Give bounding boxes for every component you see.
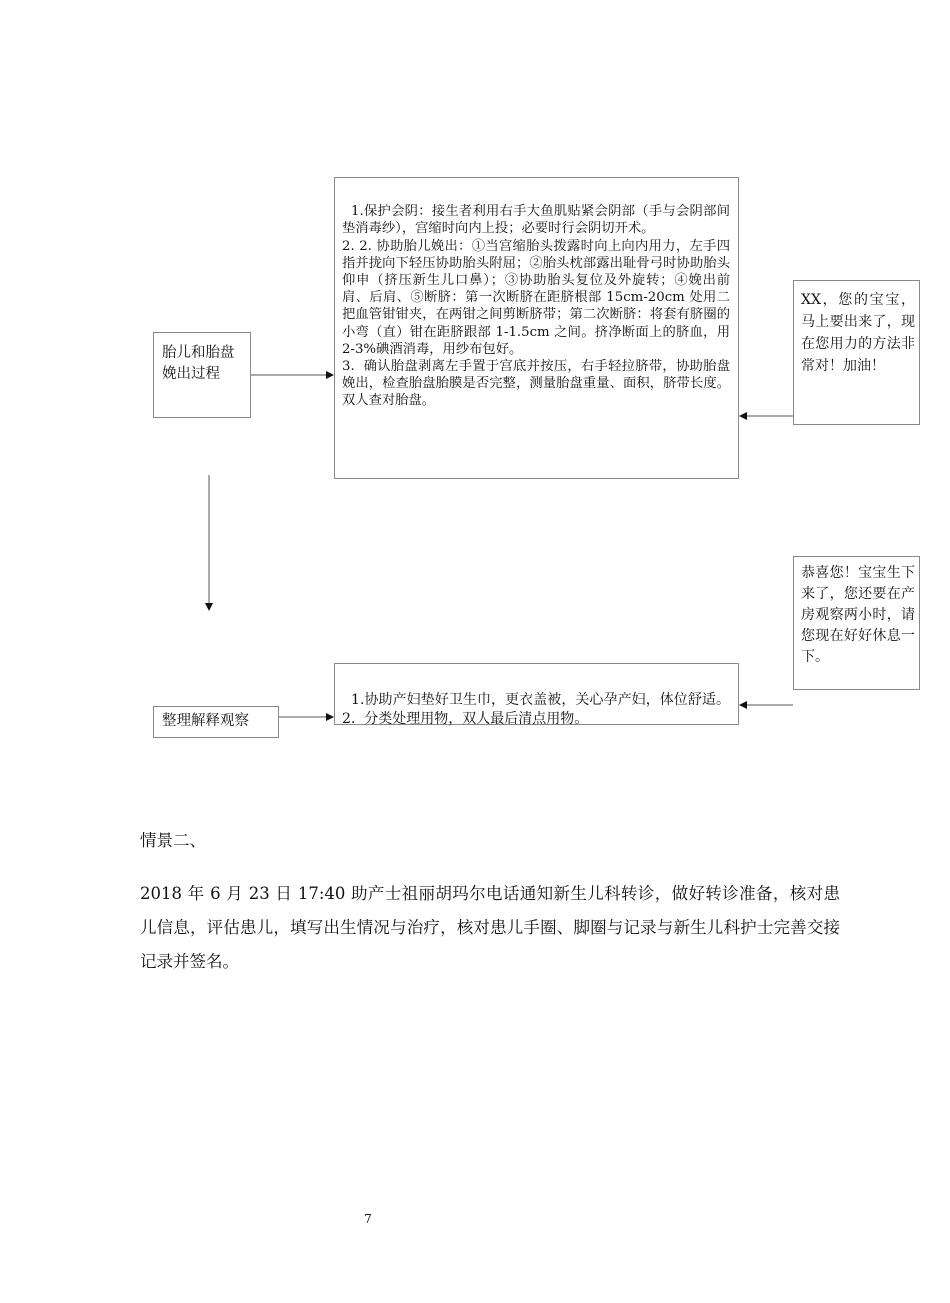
- steps-delivery-text: 1.保护会阴：接生者利用右手大鱼肌贴紧会阴部（手与会阴部间垫消毒纱），宫缩时向内上投；必要时行会阴切开术。 2. 2. 协助胎儿娩出：①当宫缩胎头拨露时向上向内用力，左手四指并拢向下轻压协助胎头附屈；②胎头枕部露出耻骨弓时协助胎头仰申（挤压新生儿口鼻）；③协助胎头复位及外旋转；④娩出前肩、后肩、⑤断脐：第一次断脐在距脐根部 15cm-20cm 处用二把血管钳钳夹，在两钳之间剪断脐带；第二次断脐：将套有脐圈的小弯（直）钳在距脐跟部 1-1.5cm 之间。挤净断面上的脐血，用 2-3%碘酒消毒，用纱布包好。 3. 确认胎盘剥离左手置于宫底并按压，右手轻拉脐带，协助胎盘娩出，检查胎盘胎膜是否完整，测量胎盘重量、面积，脐带长度。双人查对胎盘。: [342, 204, 730, 409]
- scenario-heading: 情景二、: [140, 831, 206, 850]
- speech-congrats-text: 恭喜您！宝宝生下来了，您还要在产房观察两小时，请您现在好好休息一下。: [801, 565, 915, 665]
- scenario-body: 2018 年 6 月 23 日 17:40 助产士祖丽胡玛尔电话通知新生儿科转诊，做好转诊准备，核对患儿信息，评估患儿，填写出生情况与治疗，核对患儿手圈、脚圈与记录与新生儿科护士完善交接记录并签名。: [140, 884, 840, 971]
- speech-box-encourage: [793, 280, 920, 425]
- steps-box-tidy: [334, 663, 739, 725]
- steps-box-delivery: [334, 177, 739, 479]
- speech-encourage-text: XX，您的宝宝，马上要出来了，现在您用力的方法非常对！加油！: [801, 292, 915, 374]
- label-box-tidy: [153, 706, 279, 738]
- page-number: 7: [364, 1212, 372, 1226]
- label-box-delivery: [153, 332, 251, 418]
- label-delivery-text: 胎儿和胎盘娩出过程: [162, 345, 235, 382]
- steps-tidy-text: 1.协助产妇垫好卫生巾，更衣盖被，关心孕产妇，体位舒适。2. 分类处理用物，双人最后清点用物。: [342, 692, 730, 727]
- label-tidy-text: 整理解释观察: [162, 713, 249, 729]
- speech-box-congrats: [793, 556, 920, 690]
